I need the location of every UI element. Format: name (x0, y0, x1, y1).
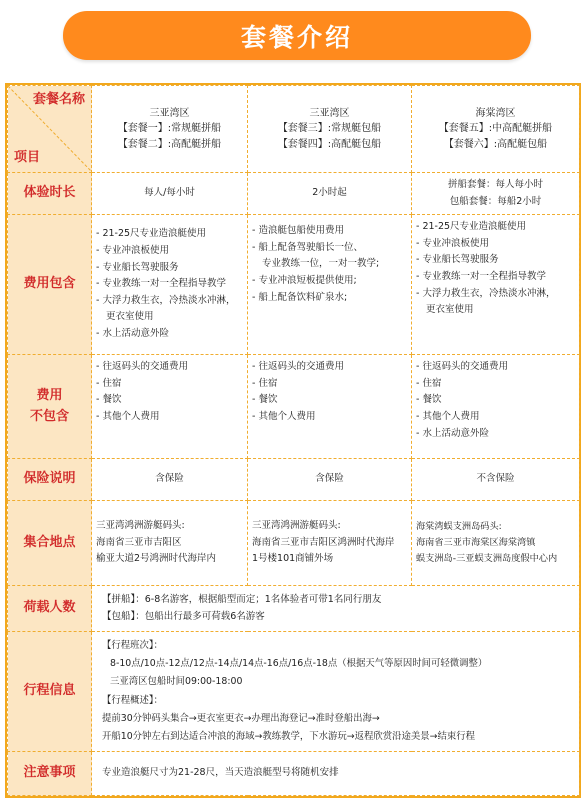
excludes-cell-2 (248, 355, 412, 459)
cell-line: 榆亚大道2号鸿洲时代海岸内 (96, 553, 217, 565)
package-name: 【套餐二】:高配艇拼船 (117, 138, 222, 150)
list-item: - 其他个人费用 (252, 410, 316, 422)
meeting-cell-3 (412, 501, 580, 586)
list-item: - 往返码头的交通费用 (252, 361, 344, 372)
cell-line: 【行程概述】： (102, 694, 163, 706)
itinerary-row (8, 632, 580, 752)
list-item: - 往返码头的交通费用 (96, 361, 188, 372)
package-table (5, 83, 581, 798)
row-label: 荷载人数 (8, 586, 92, 632)
column-header-1 (92, 86, 248, 173)
list-item: - 专业教练一对一全程指导教学 (416, 270, 546, 282)
meeting-cell-2 (248, 501, 412, 586)
cell-text: 含保险 (248, 459, 412, 501)
list-item: - 餐饮 (96, 394, 122, 406)
package-name: 【套餐六】:高配艇包船 (443, 138, 548, 150)
list-item: - 餐饮 (252, 394, 278, 406)
column-header-3 (412, 86, 580, 173)
list-item: - 餐饮 (416, 394, 442, 406)
includes-cell-1 (92, 215, 248, 355)
list-item: 更衣室使用 (106, 311, 154, 323)
excludes-cell-3 (412, 355, 580, 459)
row-label: 不包含 (29, 408, 69, 424)
list-item: - 船上配备驾驶船长一位、 (252, 241, 363, 253)
list-item: - 住宿 (252, 377, 278, 389)
cell-line: 三亚湾鸿洲游艇码头: (96, 520, 185, 532)
includes-cell-2 (248, 215, 412, 355)
cell-line: 拼船套餐：每人每小时 (447, 178, 543, 190)
cell-text: 不含保险 (412, 459, 580, 501)
list-item: - 其他个人费用 (96, 410, 160, 422)
meeting-cell-1 (92, 501, 248, 586)
cell-line: 海棠湾蜈支洲岛码头: (416, 520, 502, 532)
list-item: - 住宿 (416, 377, 442, 389)
cell-line: 【拼船】：6-8名游客，根据船型而定；1名体验者可带1名同行朋友 (102, 593, 382, 605)
row-label: 保险说明 (8, 459, 92, 501)
list-item: - 船上配备饮料矿泉水; (252, 291, 348, 303)
list-item: - 大浮力救生衣，冷热淡水冲淋， (96, 294, 236, 306)
cell-line: 海南省三亚市吉阳区 (96, 536, 182, 548)
list-item: - 往返码头的交通费用 (416, 361, 508, 372)
cell-line: 蜈支洲岛-三亚蜈支洲岛度假中心内 (416, 553, 558, 565)
list-item: - 专业冲浪板使用 (96, 244, 169, 256)
list-item: - 造浪艇包船使用费用 (252, 225, 344, 236)
package-name: 【套餐一】:常规艇拼船 (117, 123, 222, 135)
row-label: 行程信息 (8, 632, 92, 752)
list-item: - 专业冲浪板使用 (416, 237, 489, 249)
area-name: 三亚湾区 (309, 107, 350, 119)
list-item: - 专业冲浪短板提供使用; (252, 274, 357, 286)
package-name: 【套餐五】:中高配艇拼船 (438, 123, 553, 135)
duration-row (8, 173, 580, 215)
notes-row (8, 752, 580, 796)
cell-line: 提前30分钟码头集合→更衣室更衣→办理出海登记→准时登船出海→ (102, 712, 380, 724)
corner-package-name: 套餐名称 (32, 92, 85, 107)
row-label: 注意事项 (8, 752, 92, 796)
list-item: - 专业教练一对一全程指导教学 (96, 278, 226, 290)
list-item: - 水上活动意外险 (416, 427, 489, 439)
area-name: 海棠湾区 (475, 107, 516, 119)
insurance-row (8, 459, 580, 501)
package-name: 【套餐四】:高配艇包船 (277, 138, 382, 150)
cell-line: 三亚湾区包船时间09:00-18:00 (110, 676, 243, 688)
row-label: 费用 (36, 387, 63, 403)
cell-line: 海南省三亚市海棠区海棠湾镇 (416, 536, 536, 548)
capacity-cell (92, 586, 580, 632)
header-row (8, 86, 580, 173)
cell-text: 专业造浪艇尺寸为21-28尺，当天造浪艇型号将随机安排 (92, 752, 580, 796)
list-item: 专业教练一位，一对一教学; (262, 258, 380, 270)
list-item: - 其他个人费用 (416, 410, 480, 422)
excludes-cell-1 (92, 355, 248, 459)
cell-line: 开船10分钟左右到达适合冲浪的海域→教练教学，下水游玩→返程欣赏沿途美景→结束行程 (102, 731, 475, 743)
includes-row (8, 215, 580, 355)
cell-line: 三亚湾鸿洲游艇码头: (252, 520, 341, 532)
list-item: - 21-25尺专业造浪艇使用 (96, 228, 207, 240)
corner-cell (8, 86, 92, 173)
itinerary-cell (92, 632, 580, 752)
list-item: - 专业船长驾驶服务 (96, 261, 179, 273)
row-label: 体验时长 (8, 173, 92, 215)
meeting-row (8, 501, 580, 586)
corner-item: 项目 (14, 150, 41, 166)
cell-text: 含保险 (92, 459, 248, 501)
row-label: 集合地点 (8, 501, 92, 586)
column-header-2 (248, 86, 412, 173)
cell-line: 8-10点/10点-12点/12点-14点/14点-16点/16点-18点（根据天气等原因时间可轻微调整） (110, 657, 488, 669)
cell-line: 1号楼101商铺外场 (252, 553, 334, 565)
list-item: 更衣室使用 (426, 304, 474, 316)
cell-text: 每人/每小时 (92, 173, 248, 215)
duration-cell-3 (412, 173, 580, 215)
title-banner (63, 11, 531, 60)
list-item: - 21-25尺专业造浪艇使用 (416, 221, 527, 232)
cell-line: 包船套餐：每船2小时 (449, 195, 542, 207)
excludes-row (8, 355, 580, 459)
list-item: - 大浮力救生衣，冷热淡水冲淋， (416, 287, 556, 299)
area-name: 三亚湾区 (149, 107, 190, 119)
excludes-label (8, 355, 92, 459)
capacity-row (8, 586, 580, 632)
includes-cell-3 (412, 215, 580, 355)
cell-line: 【行程班次】： (102, 639, 163, 651)
cell-line: 【包船】：包船出行最多可荷载6名游客 (102, 610, 265, 622)
list-item: - 专业船长驾驶服务 (416, 254, 499, 266)
list-item: - 住宿 (96, 377, 122, 389)
page-title: 套餐介绍 (240, 22, 353, 52)
list-item: - 水上活动意外险 (96, 328, 169, 340)
cell-text: 2小时起 (248, 173, 412, 215)
cell-line: 海南省三亚市吉阳区鸿洲时代海岸 (252, 536, 395, 548)
row-label: 费用包含 (8, 215, 92, 355)
package-name: 【套餐三】:常规艇包船 (277, 123, 382, 135)
